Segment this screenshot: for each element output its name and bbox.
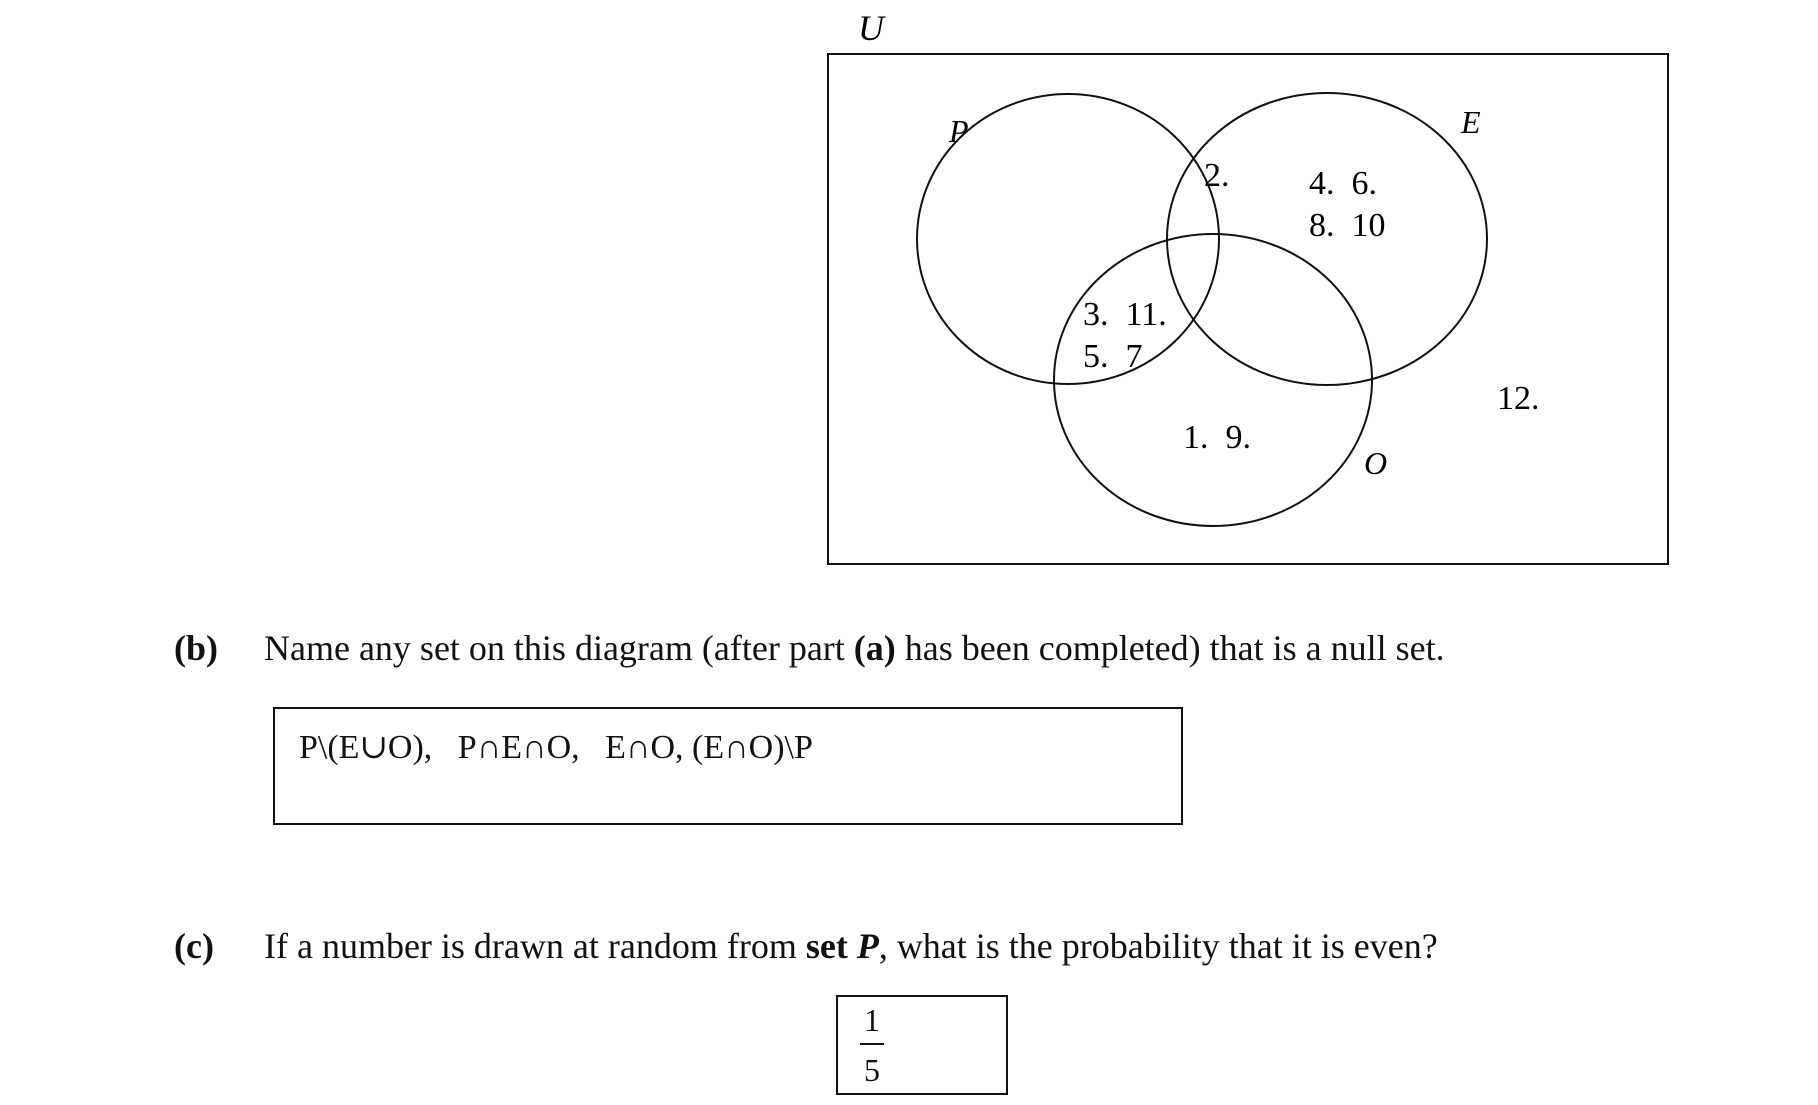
fraction-numerator: 1 xyxy=(864,1002,880,1038)
fraction-bar xyxy=(860,1043,884,1045)
fraction-denominator: 5 xyxy=(864,1052,880,1088)
part-c-label: (c) xyxy=(174,926,214,966)
region-p-and-e: 2. xyxy=(1204,157,1230,194)
part-b-label: (b) xyxy=(174,628,218,668)
part-c-question-bold-italic: P xyxy=(856,926,879,966)
part-b-question-bold: (a) xyxy=(853,628,896,668)
region-outside: 12. xyxy=(1497,380,1540,417)
set-p-label: P xyxy=(949,113,969,149)
region-p-and-o-line2: 5. 7 xyxy=(1083,338,1143,375)
part-b-question-post: has been completed) that is a null set. xyxy=(895,628,1445,668)
region-e-only-line2: 8. 10 xyxy=(1309,207,1386,244)
region-e-only-line1: 4. 6. xyxy=(1309,165,1377,202)
set-e-label: E xyxy=(1461,104,1481,140)
part-b-question xyxy=(264,626,1445,670)
region-p-and-o-line1: 3. 11. xyxy=(1083,296,1167,333)
part-c-question-bold: set xyxy=(805,926,857,966)
part-c-question-pre: If a number is drawn at random from xyxy=(264,926,806,966)
part-c-question xyxy=(264,924,1438,968)
universe-label: U xyxy=(858,8,884,48)
region-o-only: 1. 9. xyxy=(1183,419,1251,456)
part-b-answer: P\(E∪O), P∩E∩O, E∩O, (E∩O)\P xyxy=(299,729,813,766)
part-b-question-pre: Name any set on this diagram (after part xyxy=(264,628,854,668)
part-c-question-post: , what is the probability that it is even? xyxy=(878,926,1438,966)
set-o-label: O xyxy=(1364,445,1388,481)
